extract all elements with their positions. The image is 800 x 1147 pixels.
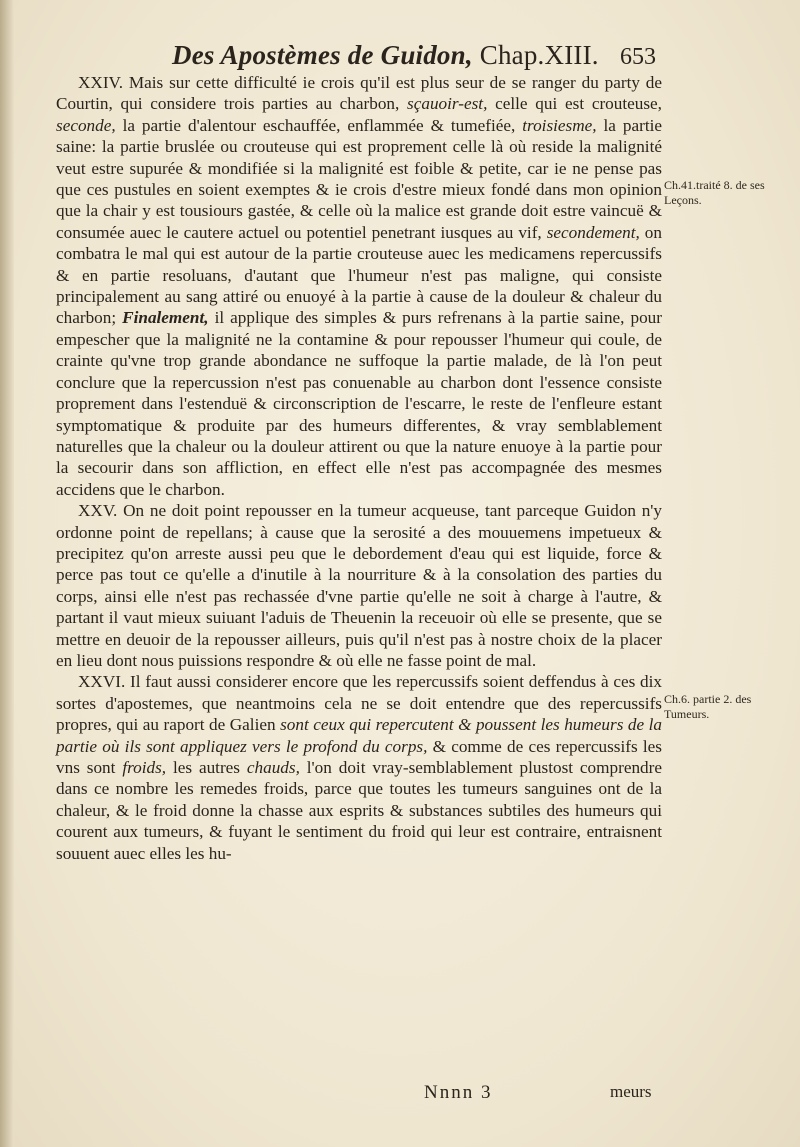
paragraph-xxv xyxy=(56,500,662,671)
body-text xyxy=(56,72,662,864)
catchword: meurs xyxy=(610,1082,652,1101)
paragraph-xxiv-segment: XXIV. Mais sur cette difficulté ie crois qu'il est plus seur de se ranger du party de Courtin, qui considere trois parties au charbon, xyxy=(56,73,662,114)
paragraph-xxiv-segment: il applique des simples & purs refrenans à la partie saine, pour empescher que la malignité ne la contamine & pour repousser l'humeur qui coule, de crainte qu'vne trop grande abondance ne suffoque la partie malade, de là l'on peut conclure que la repercussion n'est pas conuenable au charbon dont l'essence consiste proprement dans l'estenduë & circonscription de l'escarre, le reste de l'enfleure estant symptomatique & produite par des humeurs differentes, & vray semblablement naturelles que la chaleur ou la douleur attirent ou que la nature enuoye à la partie pour la secourir dans son affliction, en effect elle n'est pas accompagnée des mesmes accidens que le charbon. xyxy=(56,308,662,499)
paragraph-xxiv-segment: celle qui est crouteuse, xyxy=(487,94,662,114)
paragraph-xxiv-segment: on combatra le mal qui est autour de la partie crouteuse auec les medicamens repercussifs & en partie resoluans, d'autant que l'humeur n'est pas maligne, qui consiste principalement au sang attiré ou enuoyé à la partie à cause de la douleur & chaleur du charbon; xyxy=(56,222,662,328)
paragraph-xxvi-segment: froids, xyxy=(122,758,167,777)
paragraph-xxvi-segment: sont ceux qui repercutent & poussent les humeurs de la partie où ils sont appliquez vers le profond du corps, xyxy=(56,715,662,756)
signature-mark: Nnnn 3 xyxy=(424,1082,493,1103)
running-title-italic: Des Apostèmes de Guidon, xyxy=(172,40,473,70)
paragraph-xxvi-segment: chauds, xyxy=(246,758,300,777)
paragraph-xxiv xyxy=(56,72,662,500)
paragraph-xxvi-segment: les autres xyxy=(166,758,247,777)
paragraph-xxiv-segment: seconde, xyxy=(56,115,116,135)
paragraph-xxvi xyxy=(56,671,662,864)
marginal-note-tumeurs: Ch.6. partie 2. des Tumeurs. xyxy=(664,692,752,721)
marginal-note-lecons: Ch.41.traité 8. de ses Leçons. xyxy=(664,178,765,207)
paragraph-xxiv-segment: la partie d'alentour eschauffée, enflammée & tumefiée, xyxy=(115,115,523,135)
paragraph-xxvi-segment: l'on doit vray-semblablement plustost comprendre dans ce nombre les remedes froids, parce que toutes les tumeurs sanguines ont de la chaleur, & le froid donne la chasse aux esprits & substances subtiles des humeurs qui courent aux tumeurs, & fuyant le sentiment du froid qui leur est contraire, entraisnent souuent auec elles les hu- xyxy=(56,758,662,863)
paragraph-xxiv-segment: troisiesme, xyxy=(522,115,597,135)
page-number: 653 xyxy=(620,44,656,70)
running-title-chapter: Chap.XIII. xyxy=(479,40,599,70)
running-title xyxy=(172,40,599,71)
paragraph-xxiv-segment: Finalement, xyxy=(122,308,209,328)
paragraph-xxvi-segment: & comme de ces repercussifs les vns sont xyxy=(56,736,662,777)
paragraph-xxiv-segment: la partie saine: la partie bruslée ou crouteuse qui est proprement celle là où reside la malignité veut estre supurée & mondifiée si la malignité est foible & petite, car ie ne pense pas que ces pustules en soient exemptes & ie crois d'estre mieux fondé dans mon opinion que la chair y est tousiours gastée, & celle où la malice est grande doit estre vaincuë & consumée auec le cautere actuel ou potentiel penetrant iusques au vif, xyxy=(56,115,662,242)
binding-gutter xyxy=(0,0,14,1147)
paragraph-xxvi-segment: XXVI. Il faut aussi considerer encore que les repercussifs soient deffendus à ces dix sortes d'apostemes, que neantmoins cela ne se doit entendre que des repercussifs propres, qui au raport de Galien xyxy=(56,672,662,735)
paragraph-xxv-segment: XXV. On ne doit point repousser en la tumeur acqueuse, tant parceque Guidon n'y ordonne point de repellans; à cause que la serosité a des mouuemens impetueux & precipitez qu'on arreste aussi peu que le debordement d'eau qui est liquide, force & perce pas tout ce qu'elle a d'inutile à la nourriture & à la consolation des parties du corps, ainsi elle n'est pas rechassée d'vne partie qu'elle ne soit à charge à l'autre, & partant il vaut mieux suiuant l'aduis de Theuenin la receuoir où elle se presente, que se mettre en deuoir de la repousser ailleurs, puis qu'il n'est pas à nostre choix de la placer en lieu dont nous puissions respondre & où elle ne fasse point de mal. xyxy=(56,501,662,670)
paragraph-xxiv-segment: sçauoir-est, xyxy=(407,94,488,114)
paragraph-xxiv-segment: secondement, xyxy=(546,222,640,242)
